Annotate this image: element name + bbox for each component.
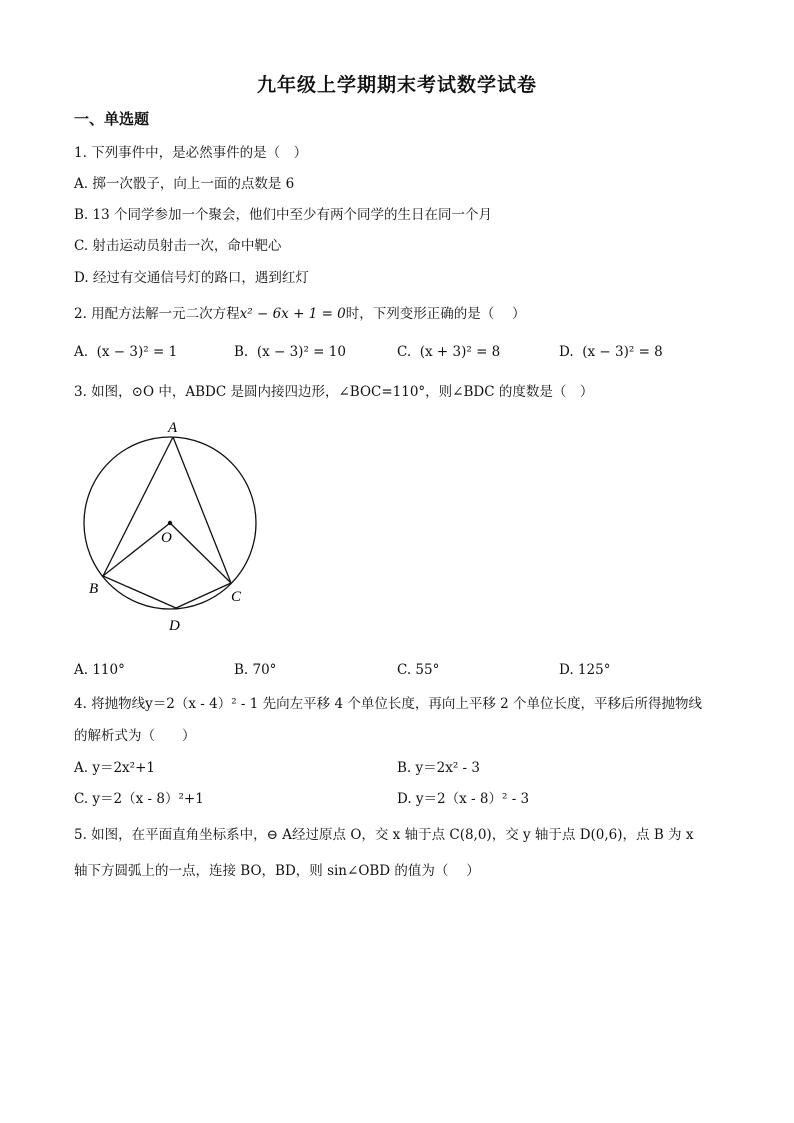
q3-option-b: B. 70° bbox=[234, 662, 277, 678]
label-b: B bbox=[89, 581, 99, 597]
q2-option-a-expr: (x − 3)² = 1 bbox=[96, 344, 178, 360]
q4-stem-line1: 4. 将抛物线y＝2（x - 4）² - 1 先向左平移 4 个单位长度，再向上平移 2 个单位长度，平移后所得抛物线 bbox=[74, 696, 703, 712]
segment-ob bbox=[103, 523, 170, 576]
q2-option-c-letter: C. bbox=[397, 344, 412, 360]
label-a: A bbox=[168, 420, 178, 436]
q2-option-b bbox=[234, 344, 346, 360]
q2-stem bbox=[74, 302, 526, 322]
page-title: 九年级上学期期末考试数学试卷 bbox=[256, 74, 537, 96]
q2-option-a-letter: A. bbox=[74, 344, 89, 360]
q4-option-d: D. y＝2（x - 8）² - 3 bbox=[397, 791, 530, 807]
segment-ac bbox=[173, 437, 231, 583]
q3-option-d: D. 125° bbox=[559, 662, 611, 678]
q1-option-c: C. 射击运动员射击一次，命中靶心 bbox=[74, 238, 282, 254]
segment-oc bbox=[170, 523, 231, 583]
label-c: C bbox=[231, 589, 242, 605]
q1-option-b: B. 13 个同学参加一个聚会，他们中至少有两个同学的生日在同一个月 bbox=[74, 207, 492, 223]
q2-option-b-expr: (x − 3)² = 10 bbox=[256, 344, 346, 360]
q2-option-d-expr: (x − 3)² = 8 bbox=[582, 344, 663, 360]
q3-option-a: A. 110° bbox=[74, 662, 125, 678]
q2-option-c bbox=[397, 344, 500, 360]
q3-circle-figure bbox=[70, 410, 270, 640]
label-d: D bbox=[169, 618, 180, 634]
q2-option-d-letter: D. bbox=[559, 344, 574, 360]
segment-dc bbox=[176, 583, 231, 608]
q3-stem: 3. 如图，⊙O 中，ABDC 是圆内接四边形，∠BOC=110°，则∠BDC 的度数是（ ） bbox=[74, 384, 594, 400]
q4-option-c: C. y＝2（x - 8）²+1 bbox=[74, 791, 204, 807]
q1-stem: 1. 下列事件中，是必然事件的是（ ） bbox=[74, 145, 308, 161]
q1-option-d: D. 经过有交通信号灯的路口，遇到红灯 bbox=[74, 270, 309, 286]
q2-option-a bbox=[74, 344, 177, 360]
q4-stem-line2: 的解析式为（ ） bbox=[74, 728, 196, 744]
q2-option-d bbox=[559, 344, 663, 360]
q1-option-a: A. 掷一次骰子，向上一面的点数是 6 bbox=[74, 176, 295, 192]
q5-stem-line1: 5. 如图，在平面直角坐标系中，⊖ A经过原点 O，交 x 轴于点 C(8,0)，交 y 轴于点 D(0,6)，点 B 为 x bbox=[74, 827, 694, 843]
section-heading: 一、单选题 bbox=[74, 110, 150, 128]
q4-option-a: A. y＝2x²+1 bbox=[74, 760, 155, 776]
q3-option-c: C. 55° bbox=[397, 662, 440, 678]
q4-option-b: B. y＝2x² - 3 bbox=[397, 760, 480, 776]
q2-stem-suffix: 时，下列变形正确的是（ ） bbox=[345, 306, 526, 322]
q5-stem-line2: 轴下方圆弧上的一点，连接 BO，BD，则 sin∠OBD 的值为（ ） bbox=[74, 863, 480, 879]
q2-stem-equation: x² − 6x + 1 = 0 bbox=[239, 306, 346, 322]
label-o: O bbox=[161, 530, 172, 546]
q2-option-c-expr: (x + 3)² = 8 bbox=[419, 344, 501, 360]
q2-option-b-letter: B. bbox=[234, 344, 249, 360]
q2-stem-prefix: 2. 用配方法解一元二次方程 bbox=[74, 306, 240, 322]
center-point bbox=[168, 521, 172, 525]
